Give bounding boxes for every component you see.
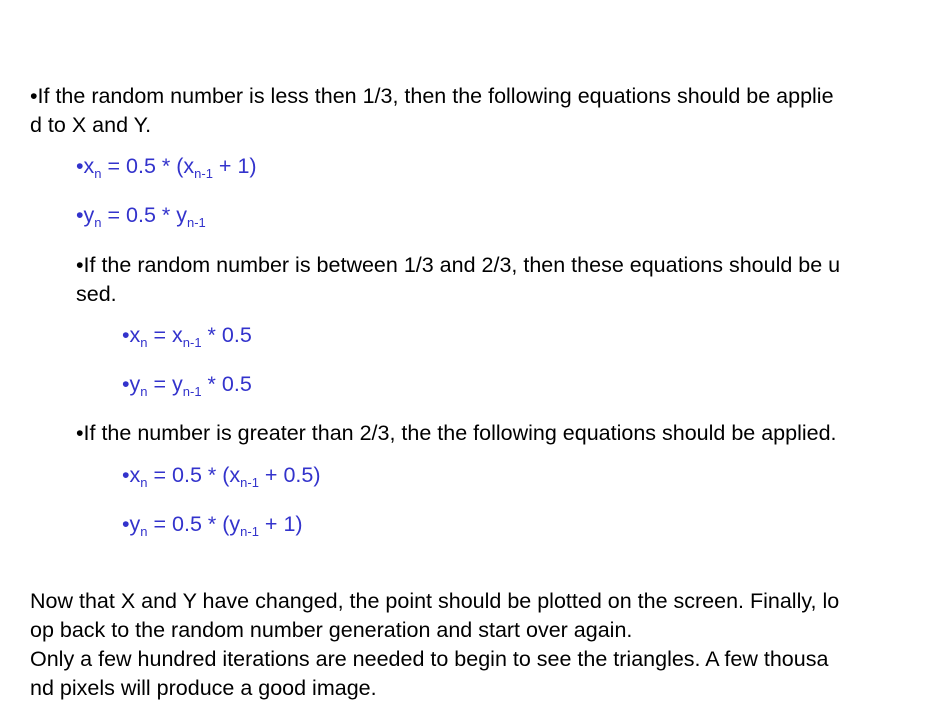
eq-lhs-subscript: n bbox=[140, 475, 148, 490]
eq-mid: = y bbox=[147, 372, 183, 396]
equation-rule-1-y bbox=[76, 201, 206, 230]
equation-rule-2-x bbox=[122, 321, 252, 350]
bullet: • bbox=[122, 372, 130, 396]
paragraph-rule-2-line-2 bbox=[76, 280, 117, 309]
eq-mid-subscript: n-1 bbox=[240, 475, 259, 490]
eq-mid-subscript: n-1 bbox=[186, 215, 206, 230]
paragraph-rule-1-line-2 bbox=[30, 111, 151, 140]
paragraph-rule-2-line-1 bbox=[76, 251, 840, 280]
closing-line-3: Only a few hundred iterations are needed to begin to see the triangles. A few thousa bbox=[30, 647, 829, 671]
bullet: • bbox=[76, 203, 84, 227]
paragraph-rule-1-line-1 bbox=[30, 82, 834, 111]
eq-lhs-subscript: n bbox=[140, 524, 148, 539]
equation-rule-3-x bbox=[122, 461, 321, 490]
eq-mid: = 0.5 * (x bbox=[101, 154, 195, 178]
eq-lhs-subscript: n bbox=[140, 384, 148, 399]
bullet: • bbox=[30, 84, 38, 108]
eq-rhs: + 0.5) bbox=[258, 463, 321, 487]
eq-mid-subscript: n-1 bbox=[194, 166, 213, 181]
eq-rhs: + 1) bbox=[258, 512, 303, 536]
eq-mid-subscript: n-1 bbox=[240, 524, 259, 539]
eq-lhs: y bbox=[83, 203, 95, 227]
closing-line-4: nd pixels will produce a good image. bbox=[30, 676, 377, 700]
eq-rhs: + 1) bbox=[212, 154, 257, 178]
eq-lhs: x bbox=[129, 463, 141, 487]
eq-lhs: x bbox=[83, 154, 95, 178]
eq-lhs-subscript: n bbox=[140, 335, 148, 350]
closing-line-1: Now that X and Y have changed, the point should be plotted on the screen. Finally, lo bbox=[30, 589, 840, 613]
rule-1-text-1: If the random number is less then 1/3, then the following equations should be applie bbox=[37, 84, 834, 108]
bullet: • bbox=[76, 253, 84, 277]
bullet: • bbox=[122, 512, 130, 536]
rule-2-text-1: If the random number is between 1/3 and 2/3, then these equations should be u bbox=[83, 253, 841, 277]
eq-lhs-subscript: n bbox=[94, 215, 102, 230]
closing-line-2: op back to the random number generation and start over again. bbox=[30, 618, 633, 642]
eq-lhs: x bbox=[129, 323, 141, 347]
rule-1-text-2: d to X and Y. bbox=[30, 113, 152, 137]
eq-mid: = 0.5 * y bbox=[101, 203, 187, 227]
eq-mid-subscript: n-1 bbox=[182, 384, 202, 399]
bullet: • bbox=[122, 463, 130, 487]
eq-mid: = 0.5 * (x bbox=[147, 463, 241, 487]
eq-lhs-subscript: n bbox=[94, 166, 102, 181]
bullet: • bbox=[122, 323, 130, 347]
eq-mid: = 0.5 * (y bbox=[147, 512, 241, 536]
eq-mid: = x bbox=[147, 323, 183, 347]
eq-mid-subscript: n-1 bbox=[182, 335, 202, 350]
bullet: • bbox=[76, 421, 84, 445]
rule-3-text-1: If the number is greater than 2/3, the the following equations should be applied. bbox=[83, 421, 837, 445]
rule-2-text-2: sed. bbox=[76, 282, 117, 306]
equation-rule-3-y bbox=[122, 510, 303, 539]
eq-lhs: y bbox=[129, 512, 141, 536]
equation-rule-1-x bbox=[76, 152, 257, 181]
paragraph-rule-3-line-1 bbox=[76, 419, 837, 448]
eq-rhs: * 0.5 bbox=[201, 323, 252, 347]
eq-lhs: y bbox=[129, 372, 141, 396]
bullet: • bbox=[76, 154, 84, 178]
eq-rhs: * 0.5 bbox=[201, 372, 252, 396]
equation-rule-2-y bbox=[122, 370, 252, 399]
